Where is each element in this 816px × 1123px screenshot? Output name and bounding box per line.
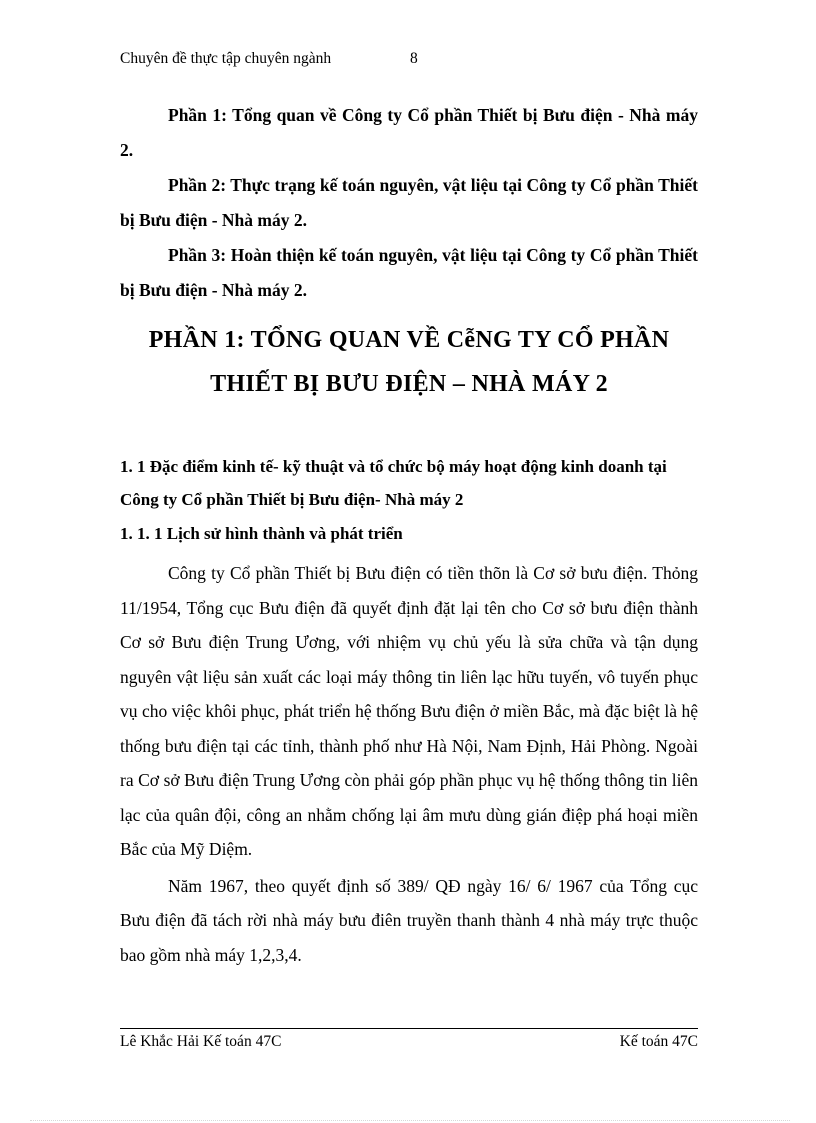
chapter-title <box>120 318 698 406</box>
chapter-title-line-2: THIẾT BỊ BƯU ĐIỆN – NHÀ MÁY 2 <box>210 371 608 397</box>
chapter-title-line-1: PHẦN 1: TỔNG QUAN VỀ CễNG TY CỔ PHẦN <box>148 327 670 353</box>
paragraph: Công ty Cổ phần Thiết bị Bưu điện có tiền thõn là Cơ sở bưu điện. Thỏng 11/1954, Tổng cục Bưu điện đã quyết định đặt lại tên cho Cơ sở bưu điện thành Cơ sở Bưu điện Trung Ương, với nhiệm vụ chủ yếu là sửa chữa và tận dụng nguyên vật liệu sản xuất các loại máy thông tin liên lạc hữu tuyến, vô tuyến phục vụ cho việc khôi phục, phát triển hệ thống Bưu điện ở miền Bắc, mà đặc biệt là hệ thống bưu điện tại các tỉnh, thành phố như Hà Nội, Nam Định, Hải Phòng. Ngoài ra Cơ sở Bưu điện Trung Ương còn phải góp phần phục vụ hệ thống thông tin liên lạc của quân đội, công an nhằm chống lại âm mưu dùng gián điệp phá hoại miền Bắc của Mỹ Diệm. <box>120 563 698 859</box>
footer-divider <box>120 1028 698 1029</box>
page-number: 8 <box>410 50 418 67</box>
footer-author: Lê Khắc Hải Kế toán 47C <box>120 1033 282 1050</box>
part-3-item: Phần 3: Hoàn thiện kế toán nguyên, vật liệu tại Công ty Cổ phần Thiết bị Bưu điện - Nhà máy 2. <box>120 245 698 300</box>
part-1-item: Phần 1: Tổng quan về Công ty Cổ phần Thiết bị Bưu điện - Nhà máy 2. <box>120 105 698 160</box>
body-text <box>120 556 698 972</box>
section-heading-1-1: 1. 1 Đặc điểm kinh tế- kỹ thuật và tổ chức bộ máy hoạt động kinh doanh tại Công ty Cổ phần Thiết bị Bưu điện- Nhà máy 2 <box>120 457 667 509</box>
footer-class: Kế toán 47C <box>619 1033 698 1050</box>
paragraph: Năm 1967, theo quyết định số 389/ QĐ ngày 16/ 6/ 1967 của Tổng cục Bưu điện đã tách rời nhà máy bưu điên truyền thanh thành 4 nhà máy trực thuộc bao gồm nhà máy 1,2,3,4. <box>120 875 698 965</box>
part-2-item: Phần 2: Thực trạng kế toán nguyên, vật liệu tại Công ty Cổ phần Thiết bị Bưu điện - Nhà máy 2. <box>120 175 698 230</box>
section-heading-1-1-1: 1. 1. 1 Lịch sử hình thành và phát triển <box>120 524 403 543</box>
page-header <box>120 50 418 68</box>
parts-list <box>120 98 698 308</box>
page-edge-divider <box>30 1120 790 1121</box>
header-title: Chuyên đề thực tập chuyên ngành <box>120 50 332 67</box>
